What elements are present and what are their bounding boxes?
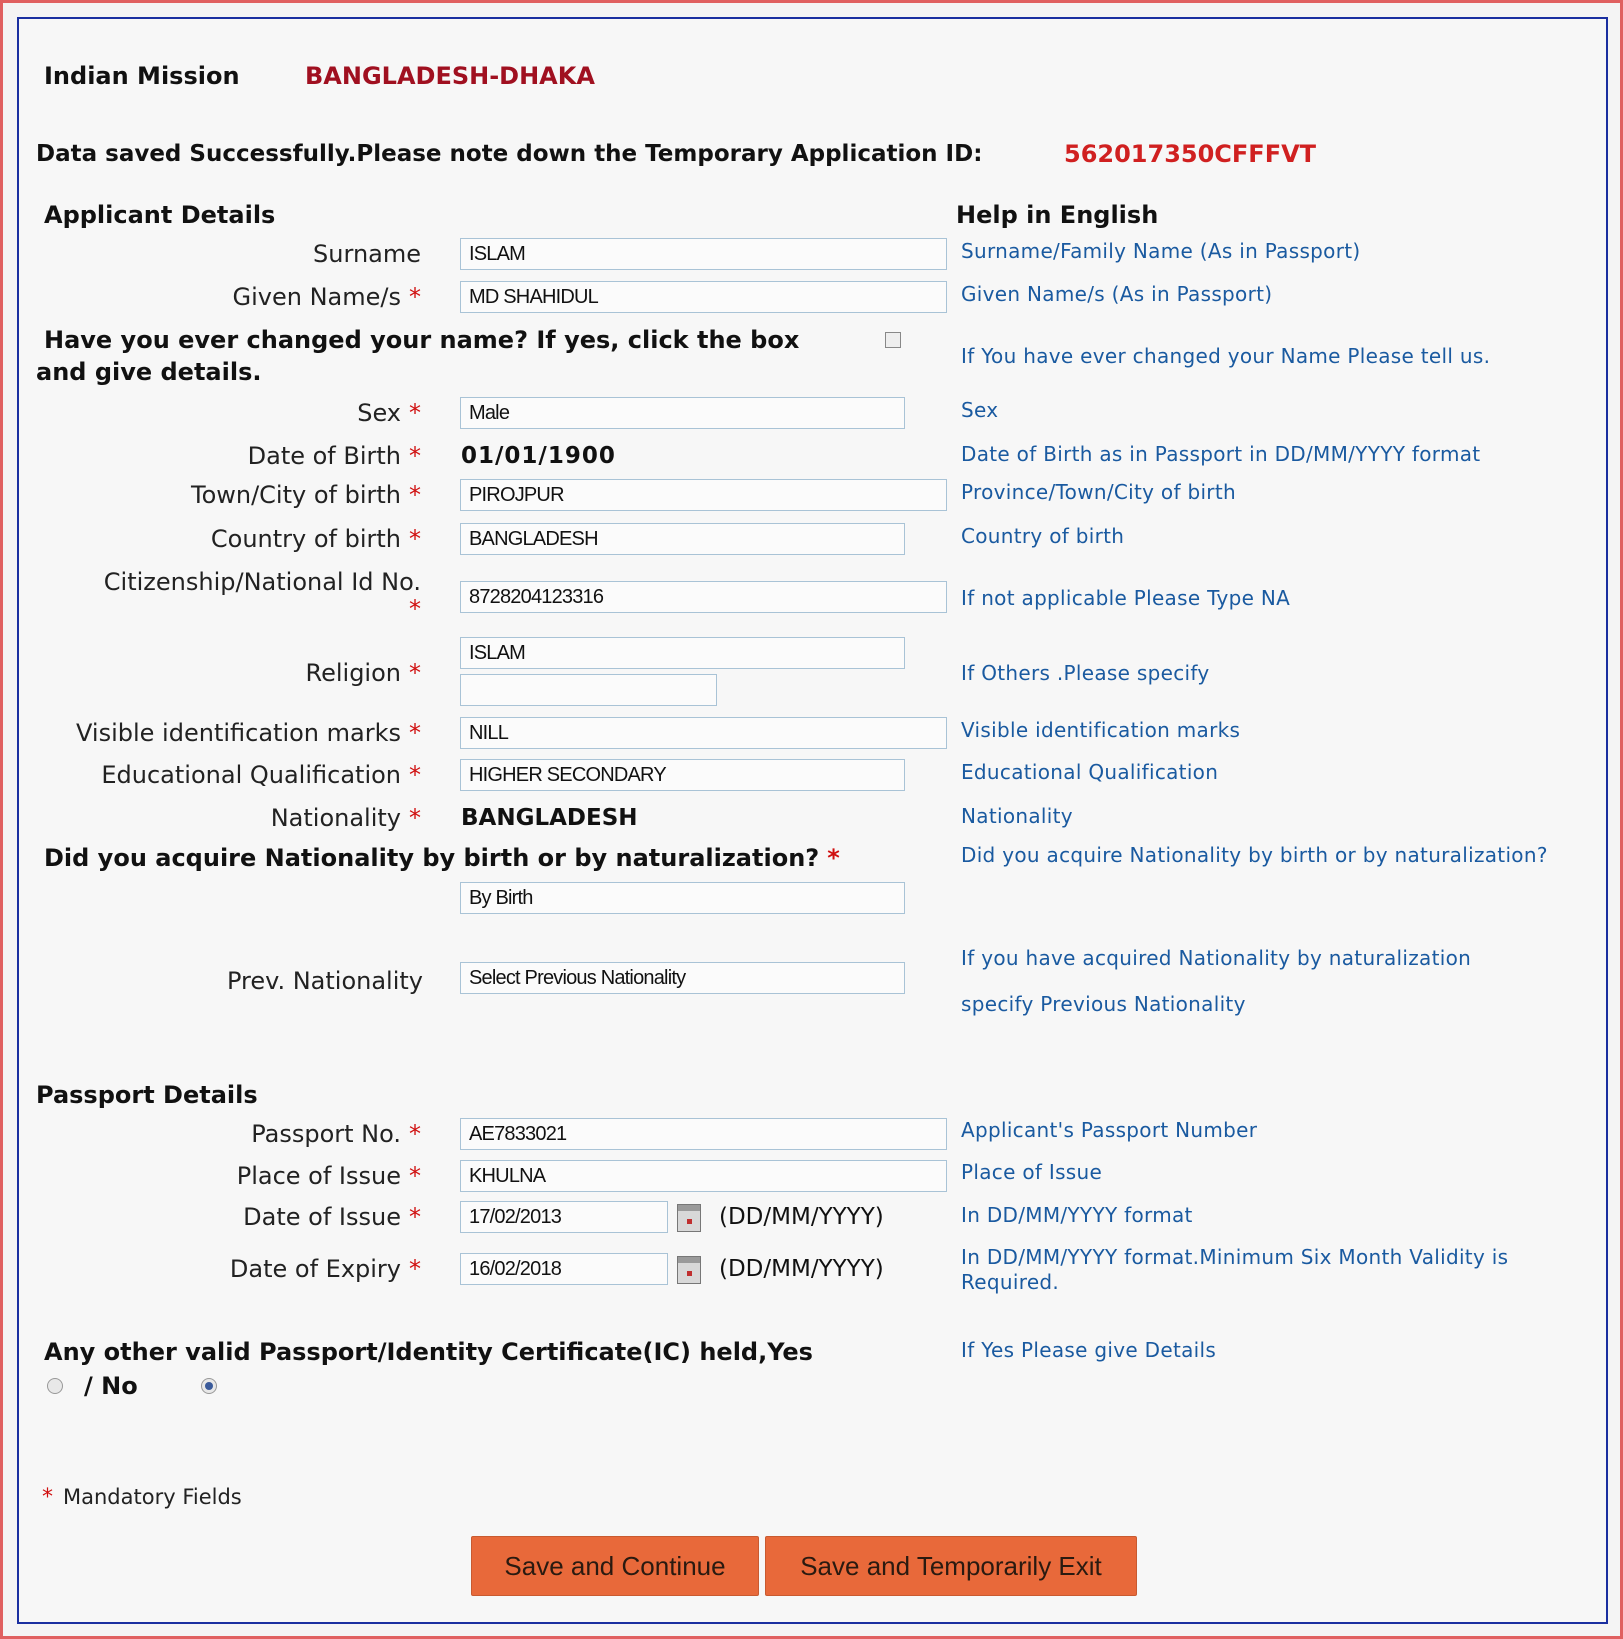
- mission-value: BANGLADESH-DHAKA: [305, 62, 595, 90]
- religion-other-input[interactable]: [460, 674, 717, 706]
- acquire-question: [44, 844, 840, 872]
- applicant-section-title: Applicant Details: [44, 201, 276, 229]
- education-input[interactable]: HIGHER SECONDARY: [460, 759, 905, 791]
- label-text: Date of Expiry: [229, 1255, 401, 1283]
- religion-label: [306, 659, 422, 687]
- name-change-question: Have you ever changed your name? If yes, click the box: [44, 326, 800, 354]
- passport-place-input[interactable]: KHULNA: [460, 1160, 947, 1192]
- expiry_date-format-hint: (DD/MM/YYYY): [719, 1256, 884, 1282]
- required-asterisk: *: [827, 844, 840, 872]
- country-label: [211, 525, 421, 553]
- calendar-icon[interactable]: [677, 1256, 701, 1284]
- required-asterisk: *: [409, 1203, 421, 1231]
- save-and-continue-button[interactable]: Save and Continue: [471, 1536, 759, 1596]
- surname-input[interactable]: ISLAM: [460, 238, 947, 270]
- prev-nationality-2-help: specify Previous Nationality: [961, 992, 1246, 1016]
- required-asterisk: *: [409, 283, 421, 311]
- acquire-question-text: Did you acquire Nationality by birth or by naturalization?: [44, 844, 820, 872]
- issue_date-input[interactable]: 17/02/2013: [460, 1201, 668, 1233]
- label-text: Educational Qualification: [101, 761, 401, 789]
- issue-date-help: In DD/MM/YYYY format: [961, 1203, 1193, 1227]
- country-help: Country of birth: [961, 524, 1125, 548]
- passport-number-label: [251, 1120, 421, 1148]
- religion-help: If Others .Please specify: [961, 661, 1210, 685]
- label-text: Visible identification marks: [76, 719, 401, 747]
- given_names-input[interactable]: MD SHAHIDUL: [460, 281, 947, 313]
- prev-nationality-label: Prev. Nationality: [226, 967, 423, 995]
- label-text: Town/City of birth: [190, 481, 401, 509]
- passport-number-input[interactable]: AE7833021: [460, 1118, 947, 1150]
- acquire-input[interactable]: By Birth: [460, 882, 905, 914]
- other-passport-no-radio[interactable]: [201, 1378, 217, 1394]
- mission-label: Indian Mission: [44, 62, 240, 90]
- required-asterisk: *: [409, 1120, 421, 1148]
- citizenship-label: Citizenship/National Id No.: [103, 568, 421, 596]
- label-text: Passport No.: [251, 1120, 401, 1148]
- citizenship-help: If not applicable Please Type NA: [961, 586, 1291, 610]
- other-passport-yes-radio[interactable]: [47, 1378, 63, 1394]
- town-help: Province/Town/City of birth: [961, 480, 1236, 504]
- label-text: Surname: [313, 240, 421, 268]
- label-text: Date of Birth: [247, 442, 401, 470]
- required-asterisk: *: [409, 525, 421, 553]
- mandatory-label: Mandatory Fields: [63, 1485, 242, 1509]
- dob-value: 01/01/1900: [461, 443, 616, 469]
- required-asterisk: *: [409, 442, 421, 470]
- religion-input[interactable]: ISLAM: [460, 637, 905, 669]
- name-change-checkbox[interactable]: [885, 332, 901, 348]
- sex-input[interactable]: Male: [460, 397, 905, 429]
- passport-place-help: Place of Issue: [961, 1160, 1103, 1184]
- label-text: Given Name/s: [232, 283, 401, 311]
- sex-label: [357, 399, 421, 427]
- country-input[interactable]: BANGLADESH: [460, 523, 905, 555]
- passport-number-help: Applicant's Passport Number: [961, 1118, 1258, 1142]
- expiry_date-label: [230, 1255, 421, 1283]
- help-title: Help in English: [956, 201, 1159, 229]
- other-passport-no-label: / No: [84, 1372, 138, 1400]
- required-asterisk: *: [409, 1162, 421, 1190]
- name-change-help: If You have ever changed your Name Please tell us.: [961, 344, 1491, 368]
- nationality-value: BANGLADESH: [461, 805, 638, 831]
- expiry_date-input[interactable]: 16/02/2018: [460, 1253, 668, 1285]
- acquire-help: Did you acquire Nationality by birth or by naturalization?: [961, 843, 1548, 867]
- issue_date-label: [243, 1203, 421, 1231]
- required-asterisk: *: [409, 1255, 421, 1283]
- marks-help: Visible identification marks: [961, 718, 1241, 742]
- marks-input[interactable]: NILL: [460, 717, 947, 749]
- citizenship-input[interactable]: 8728204123316: [460, 581, 947, 613]
- label-text: Religion: [305, 659, 401, 687]
- application-id: 562017350CFFFVT: [1064, 140, 1317, 168]
- save-and-temporarily-exit-button[interactable]: Save and Temporarily Exit: [765, 1536, 1137, 1596]
- issue_date-format-hint: (DD/MM/YYYY): [719, 1204, 884, 1230]
- prev-nationality-1-help: If you have acquired Nationality by naturalization: [961, 946, 1472, 970]
- required-asterisk: *: [409, 719, 421, 747]
- passport-place-label: [237, 1162, 421, 1190]
- label-text: Date of Issue: [243, 1203, 401, 1231]
- prev-nationality-input[interactable]: Select Previous Nationality: [460, 962, 905, 994]
- name-change-question-line2: and give details.: [36, 358, 262, 386]
- label-text: Nationality: [270, 804, 401, 832]
- expiry-date-1-help: In DD/MM/YYYY format.Minimum Six Month Validity is: [961, 1245, 1509, 1269]
- nationality-help: Nationality: [961, 804, 1073, 828]
- required-asterisk: *: [409, 804, 421, 832]
- town-input[interactable]: PIROJPUR: [460, 479, 947, 511]
- surname-help: Surname/Family Name (As in Passport): [961, 239, 1361, 263]
- citizenship-required: *: [409, 595, 421, 623]
- education-help: Educational Qualification: [961, 760, 1219, 784]
- required-asterisk: *: [409, 659, 421, 687]
- label-text: Country of birth: [210, 525, 401, 553]
- town-label: [191, 481, 421, 509]
- marks-label: [76, 719, 421, 747]
- surname-label: [313, 240, 421, 268]
- other-passport-question: Any other valid Passport/Identity Certificate(IC) held,Yes: [44, 1338, 813, 1366]
- dob-label: [248, 442, 421, 470]
- nationality-label: [271, 804, 421, 832]
- other-passport-help: If Yes Please give Details: [961, 1338, 1217, 1362]
- required-asterisk: *: [409, 481, 421, 509]
- saved-message: Data saved Successfully.Please note down the Temporary Application ID:: [36, 141, 983, 167]
- expiry-date-2-help: Required.: [961, 1270, 1060, 1294]
- required-asterisk: *: [409, 761, 421, 789]
- required-asterisk: *: [409, 399, 421, 427]
- sex-help: Sex: [961, 398, 999, 422]
- given_names-label: [233, 283, 421, 311]
- dob-help: Date of Birth as in Passport in DD/MM/YYYY format: [961, 442, 1481, 466]
- calendar-icon[interactable]: [677, 1204, 701, 1232]
- education-label: [101, 761, 421, 789]
- mandatory-asterisk: *: [42, 1485, 53, 1510]
- label-text: Place of Issue: [236, 1162, 401, 1190]
- label-text: Sex: [357, 399, 401, 427]
- given_names-help: Given Name/s (As in Passport): [961, 282, 1273, 306]
- passport-section-title: Passport Details: [36, 1081, 258, 1109]
